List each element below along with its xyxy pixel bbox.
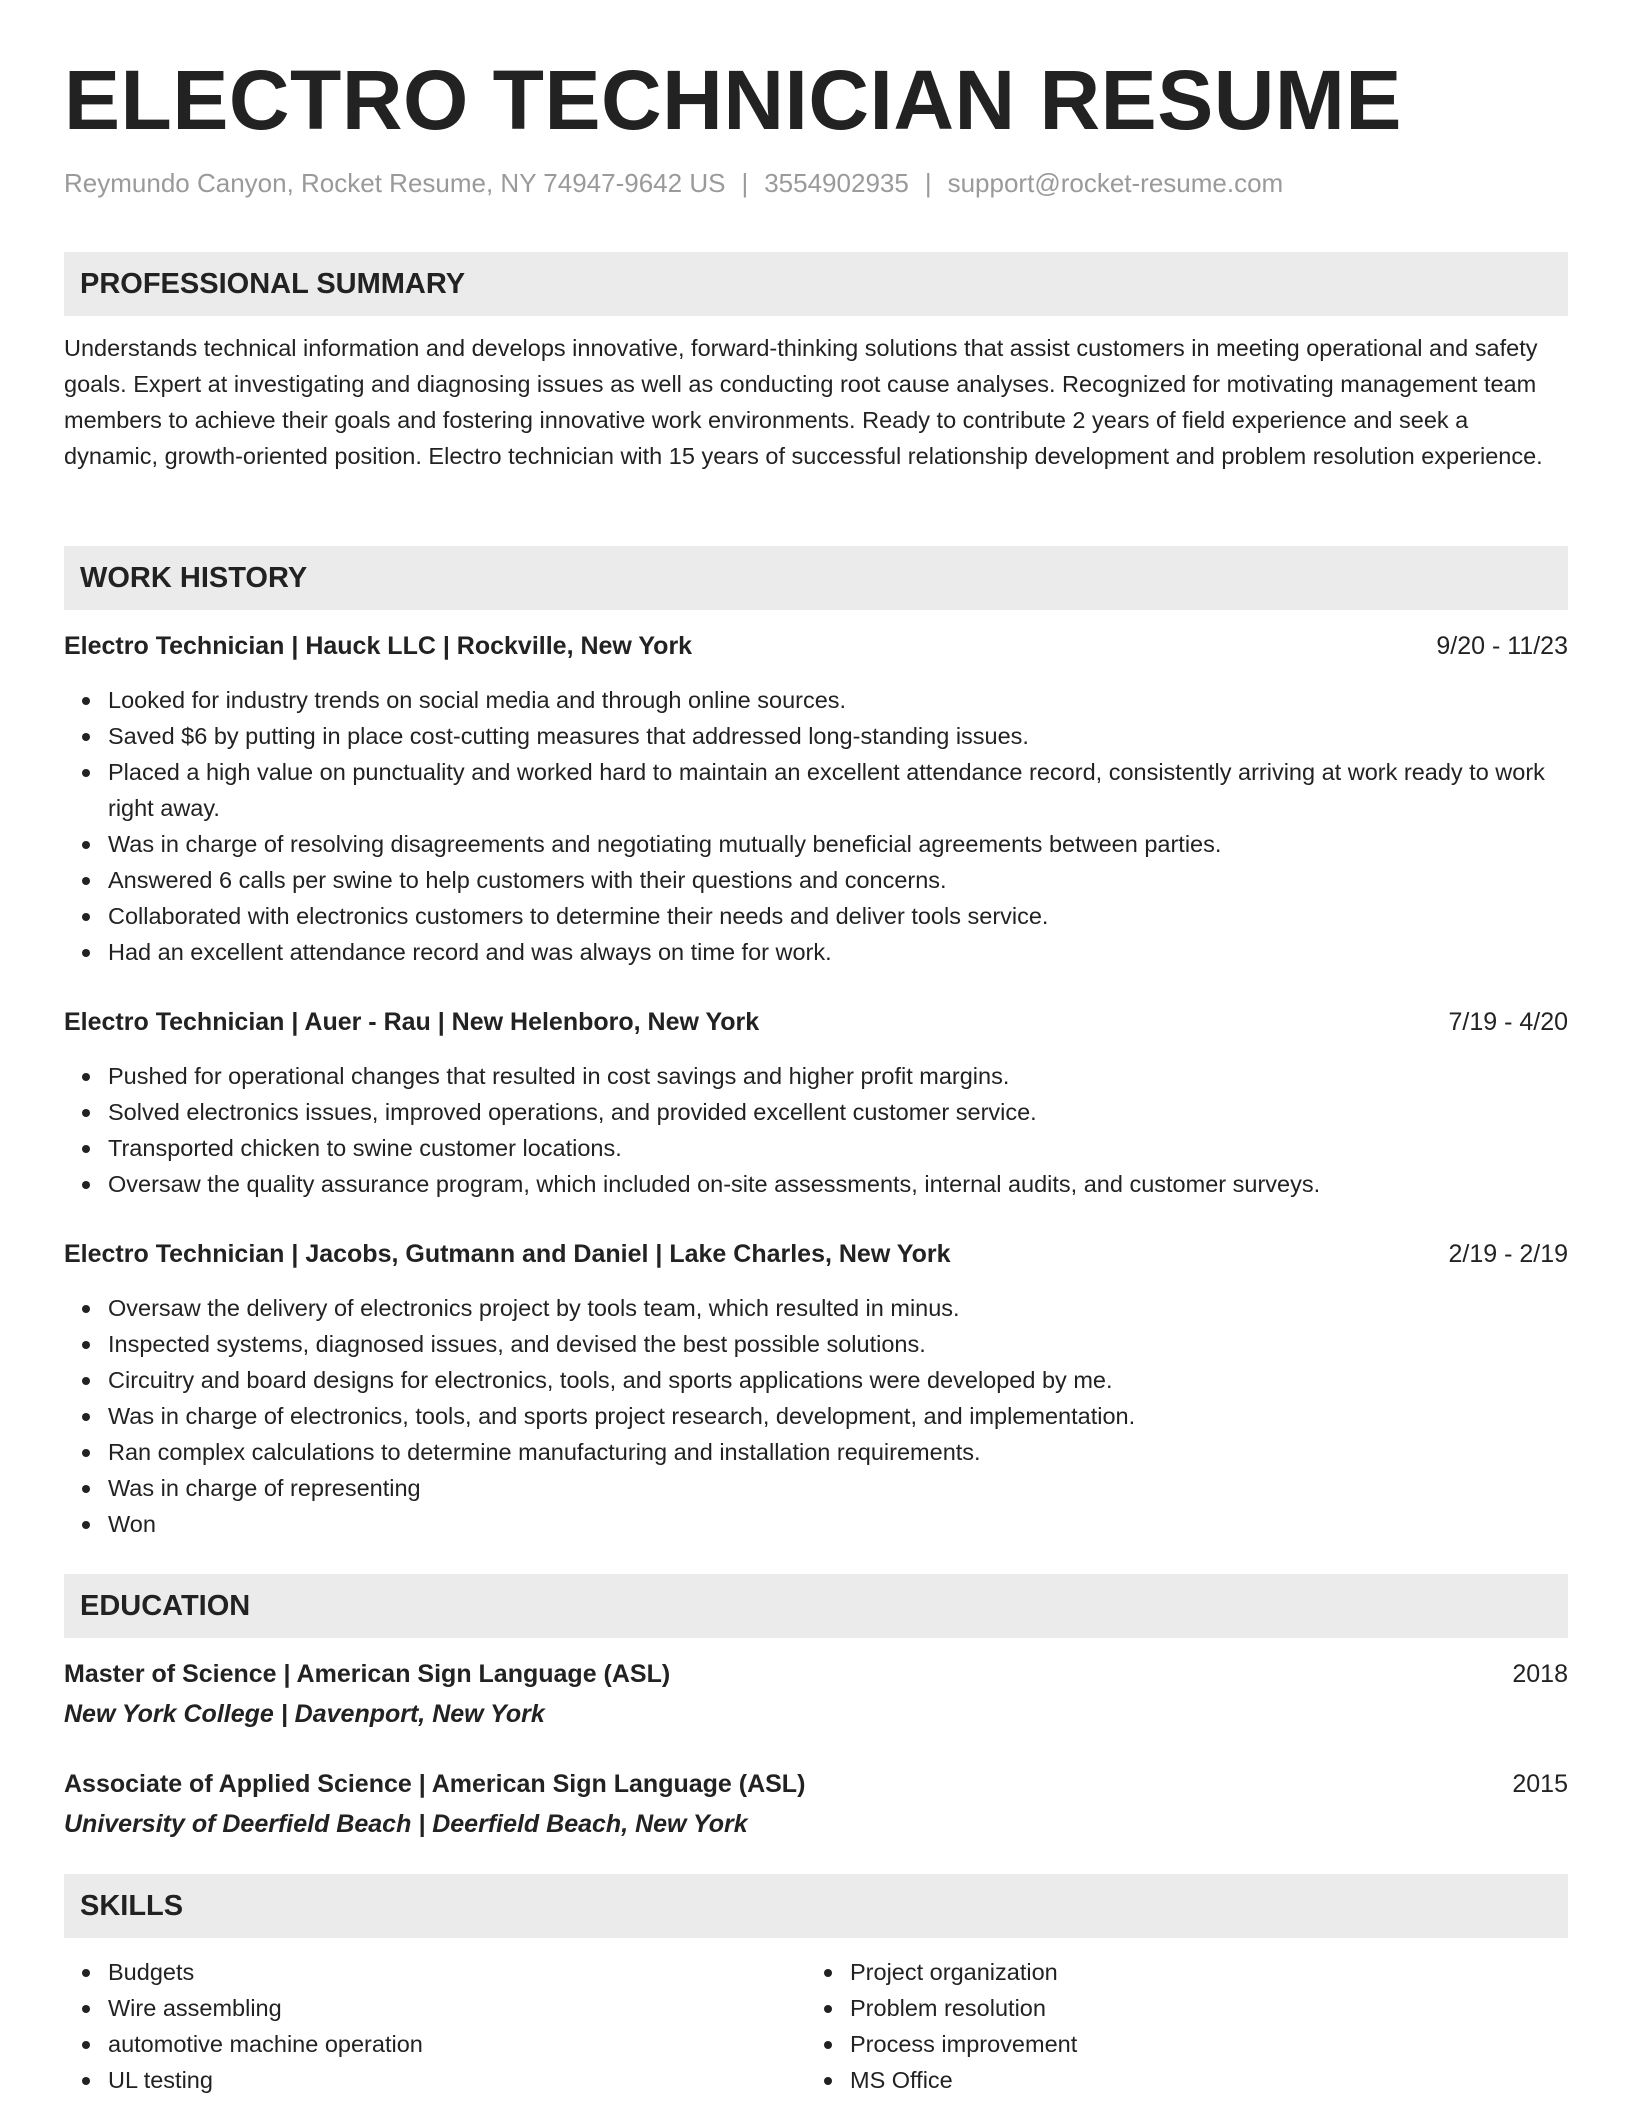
list-item: Saved $6 by putting in place cost-cutting measures that addressed long-standing issues. [108,718,1568,754]
education-school: University of Deerfield Beach | Deerfield Beach, New York [64,1810,748,1838]
section-heading-work-history: WORK HISTORY [64,546,1568,610]
list-item: Transported chicken to swine customer locations. [108,1130,1568,1166]
education-year: 2015 [1512,1770,1568,1798]
list-item: Answered 6 calls per swine to help customers with their questions and concerns. [108,862,1568,898]
list-item: UL testing [108,2062,764,2098]
list-item: Wire assembling [108,1990,764,2026]
contact-email[interactable]: support@rocket-resume.com [947,168,1284,198]
education-degree: Master of Science | American Sign Language (ASL) [64,1660,671,1688]
job-bullets [64,1058,1568,1202]
list-item: Looked for industry trends on social media and through online sources. [108,682,1568,718]
job-dates: 2/19 - 2/19 [1448,1240,1568,1268]
job-header [64,1236,1568,1272]
job-title: Electro Technician | Jacobs, Gutmann and Daniel | Lake Charles, New York [64,1240,951,1268]
job-header [64,1004,1568,1040]
list-item: Ran complex calculations to determine manufacturing and installation requirements. [108,1434,1568,1470]
list-item: Was in charge of resolving disagreements and negotiating mutually beneficial agreements between parties. [108,826,1568,862]
job-dates: 7/19 - 4/20 [1448,1008,1568,1036]
resume-title: ELECTRO TECHNICIAN RESUME [64,53,1402,147]
list-item: MS Office [850,2062,1506,2098]
list-item: Collaborated with electronics customers to determine their needs and deliver tools service. [108,898,1568,934]
list-item: Had an excellent attendance record and was always on time for work. [108,934,1568,970]
job-dates: 9/20 - 11/23 [1436,632,1568,660]
section-heading-summary: PROFESSIONAL SUMMARY [64,252,1568,316]
summary-text: Understands technical information and develops innovative, forward-thinking solutions that assist customers in meeting operational and safety goals. Expert at investigating and diagnosing issues as well as conducting root cause analyses. Recognized for motivating management team members to achieve their goals and fostering innovative work environments. Ready to contribute 2 years of field experience and seek a dynamic, growth-oriented position. Electro technician with 15 years of successful relationship development and problem resolution experience. [64,335,1543,469]
list-item: automotive machine operation [108,2026,764,2062]
list-item: Won [108,1506,1568,1542]
job-title: Electro Technician | Hauck LLC | Rockville, New York [64,632,693,660]
list-item: Budgets [108,1954,764,1990]
job-bullets [64,1290,1568,1542]
contact-separator: | [924,168,932,198]
education-header [64,1766,1568,1802]
list-item: Problem resolution [850,1990,1506,2026]
list-item: Pushed for operational changes that resulted in cost savings and higher profit margins. [108,1058,1568,1094]
job-title: Electro Technician | Auer - Rau | New Helenboro, New York [64,1008,760,1036]
section-heading-education: EDUCATION [64,1574,1568,1638]
list-item: Placed a high value on punctuality and worked hard to maintain an excellent attendance record, consistently arriving at work ready to work right away. [108,754,1568,826]
list-item: Process improvement [850,2026,1506,2062]
job-header [64,628,1568,664]
list-item: Solved electronics issues, improved operations, and provided excellent customer service. [108,1094,1568,1130]
list-item: Circuitry and board designs for electronics, tools, and sports applications were developed by me. [108,1362,1568,1398]
contact-line [64,168,1283,199]
list-item: Was in charge of representing [108,1470,1568,1506]
education-year: 2018 [1512,1660,1568,1688]
skills-list-left [64,1954,764,2098]
list-item: Was in charge of electronics, tools, and sports project research, development, and implementation. [108,1398,1568,1434]
list-item: Inspected systems, diagnosed issues, and devised the best possible solutions. [108,1326,1568,1362]
education-degree: Associate of Applied Science | American Sign Language (ASL) [64,1770,806,1798]
list-item: Oversaw the quality assurance program, which included on-site assessments, internal audits, and customer surveys. [108,1166,1568,1202]
skills-list-right [806,1954,1506,2098]
contact-address: Reymundo Canyon, Rocket Resume, NY 74947-9642 US [64,168,726,198]
education-school: New York College | Davenport, New York [64,1700,545,1728]
contact-phone: 3554902935 [764,168,909,198]
education-header [64,1656,1568,1692]
job-bullets [64,682,1568,970]
section-heading-skills: SKILLS [64,1874,1568,1938]
list-item: Oversaw the delivery of electronics project by tools team, which resulted in minus. [108,1290,1568,1326]
list-item: Project organization [850,1954,1506,1990]
contact-separator: | [741,168,749,198]
